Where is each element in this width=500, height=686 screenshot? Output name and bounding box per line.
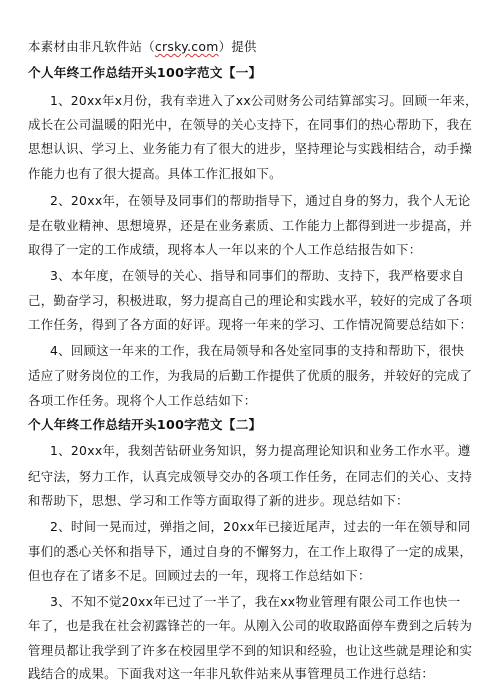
source-note-prefix: 本素材由非凡软件站（: [28, 39, 155, 54]
paragraph-line: 2、时间一晃而过，弹指之间，20xx年已接近尾声，过去的一年在领导和同: [50, 519, 471, 534]
source-note: [28, 40, 257, 54]
paragraph-line: 思想认识、学习上、业务能力有了很大的进步，坚持理论与实践相结合，动手操: [28, 141, 473, 156]
paragraph-line: 事们的悉心关怀和指导下，通过自身的不懈努力，在工作上取得了一定的成果，: [28, 544, 473, 559]
paragraph-line: 1、20xx年x月份，我有幸进入了xx公司财务公司结算部实习。回顾一年来，: [50, 93, 478, 108]
paragraph-line: 作能力也有了很大提高。具体工作汇报如下。: [28, 166, 282, 181]
source-link[interactable]: crsky.com: [154, 39, 219, 54]
paragraph-line: 3、本年度，在领导的关心、指导和同事们的帮助、支持下，我严格要求自: [50, 268, 465, 283]
paragraph-line: 己，勤奋学习，积极进取，努力提高自己的理论和实践水平，较好的完成了各项: [28, 293, 473, 308]
paragraph-line: 工作任务，得到了各方面的好评。现将一年来的学习、工作情况简要总结如下：: [28, 317, 473, 332]
paragraph-line: 2、20xx年，在领导及同事们的帮助指导下，通过自身的努力，我个人无论: [50, 193, 471, 208]
section-title: 个人年终工作总结开头100字范文【一】: [28, 65, 262, 80]
paragraph-line: 1、20xx年，我刻苦钻研业务知识，努力提高理论知识和业务工作水平。遵: [50, 443, 471, 458]
paragraph-line: 取得了一定的工作成绩，现将本人一年以来的个人工作总结报告如下：: [28, 242, 422, 257]
paragraph-line: 和帮助下，思想、学习和工作等方面取得了新的进步。现总结如下：: [28, 493, 409, 508]
paragraph-line: 践结合的成果。下面我对这一年非凡软件站来从事管理员工作进行总结：: [28, 666, 435, 681]
paragraph-line: 管理员都让我学到了许多在校园里学不到的知识和经验，也让这些就是理论和实: [28, 643, 473, 658]
paragraph-line: 是在敬业精神、思想境界，还是在业务素质、工作能力上都得到进一步提高，并: [28, 218, 473, 233]
paragraph-line: 适应了财务岗位的工作，为我局的后勤工作提供了优质的服务，并较好的完成了: [28, 368, 473, 383]
paragraph-line: 各项工作任务。现将个人工作总结如下：: [28, 393, 257, 408]
paragraph-line: 纪守法，努力工作，认真完成领导交办的各项工作任务，在同志们的关心、支持: [28, 469, 473, 484]
source-note-suffix: ）提供: [218, 39, 257, 54]
paragraph-line: 3、不知不觉20xx年已过了一半了，我在xx物业管理有限公司工作也快一: [50, 594, 461, 609]
paragraph-line: 4、回顾这一年来的工作，我在局领导和各处室同事的支持和帮助下，很快: [50, 343, 465, 358]
paragraph-line: 成长在公司温暖的阳光中，在领导的关心支持下，在同事们的热心帮助下，我在: [28, 117, 473, 132]
paragraph-line: 年了，也是我在社会初露锋芒的一年。从刚入公司的收取路面停车费到之后转为: [28, 618, 473, 633]
paragraph-line: 但也存在了诸多不足。回顾过去的一年，现将工作总结如下：: [28, 568, 371, 583]
section-title: 个人年终工作总结开头100字范文【二】: [28, 417, 262, 432]
